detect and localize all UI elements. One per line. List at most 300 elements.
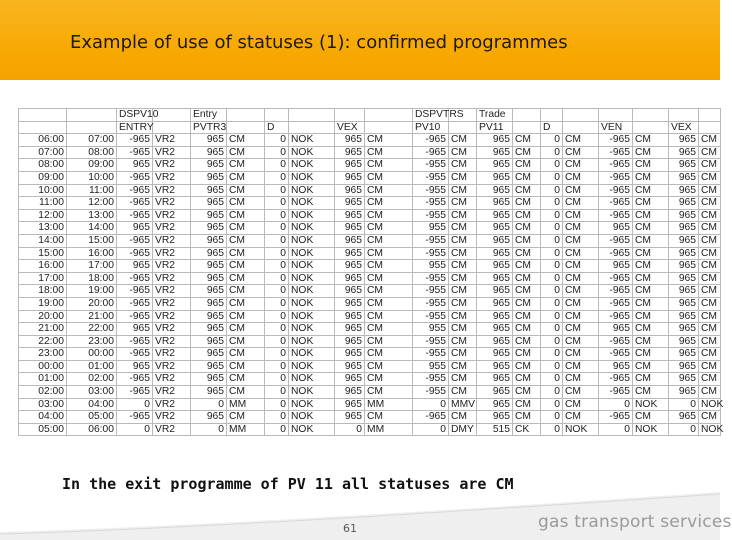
table-cell: CM — [563, 197, 599, 210]
table-cell: 0 — [413, 423, 449, 436]
table-cell: 965 — [191, 209, 227, 222]
table-cell: 965 — [477, 323, 513, 336]
table-cell: NOK — [289, 386, 335, 399]
table-cell: CM — [563, 285, 599, 298]
table-cell: 0 — [541, 285, 563, 298]
table-cell: -965 — [599, 348, 633, 361]
table-cell: CM — [633, 184, 669, 197]
table-cell: VR2 — [153, 335, 191, 348]
table-cell: 965 — [191, 171, 227, 184]
table-header-cell — [541, 109, 563, 122]
table-cell: 16:00 — [19, 260, 67, 273]
table-cell: 0 — [265, 272, 289, 285]
table-cell: -965 — [599, 146, 633, 159]
table-cell: -965 — [413, 146, 449, 159]
table-cell: -965 — [117, 209, 153, 222]
table-header-cell — [633, 121, 669, 134]
table-cell: 0 — [265, 260, 289, 273]
table-cell: 965 — [599, 323, 633, 336]
table-cell: -965 — [599, 234, 633, 247]
table-cell: -965 — [599, 184, 633, 197]
table-cell: CM — [633, 323, 669, 336]
table-cell: NOK — [289, 423, 335, 436]
table-cell: CM — [365, 209, 413, 222]
table-cell: CM — [365, 348, 413, 361]
table-cell: 965 — [191, 234, 227, 247]
table-cell: NOK — [289, 335, 335, 348]
table-cell: -955 — [413, 184, 449, 197]
table-cell: 11:00 — [67, 184, 117, 197]
table-cell: 0 — [265, 297, 289, 310]
table-header-cell: DSPVTRS — [413, 109, 449, 122]
table-cell: 0 — [541, 360, 563, 373]
table-cell: 965 — [117, 222, 153, 235]
table-cell: 0 — [541, 272, 563, 285]
table-cell: 965 — [335, 310, 365, 323]
table-cell: -955 — [413, 310, 449, 323]
table-cell: CM — [365, 272, 413, 285]
table-cell: CM — [633, 171, 669, 184]
table-header-cell: PV10 — [413, 121, 449, 134]
table-cell: 05:00 — [67, 411, 117, 424]
table-cell: 965 — [477, 171, 513, 184]
table-cell: CM — [513, 209, 541, 222]
table-cell: 0 — [265, 247, 289, 260]
table-header-cell — [563, 121, 599, 134]
table-cell: CM — [633, 209, 669, 222]
table-cell: 0 — [541, 247, 563, 260]
table-cell: 0 — [541, 222, 563, 235]
table-cell: 21:00 — [19, 323, 67, 336]
table-cell: 965 — [477, 134, 513, 147]
table-cell: 965 — [191, 197, 227, 210]
table-cell: CM — [563, 209, 599, 222]
table-cell: CM — [227, 209, 265, 222]
table-row — [19, 272, 721, 285]
table-cell: VR2 — [153, 209, 191, 222]
table-header-cell — [669, 109, 699, 122]
table-cell: 965 — [477, 184, 513, 197]
table-cell: -955 — [413, 285, 449, 298]
table-cell: CM — [699, 297, 721, 310]
table-cell: CM — [563, 159, 599, 172]
table-cell: 0 — [541, 323, 563, 336]
table-row — [19, 423, 721, 436]
table-cell: 0 — [541, 335, 563, 348]
table-cell: 965 — [191, 411, 227, 424]
table-cell: -965 — [599, 197, 633, 210]
table-cell: -965 — [117, 411, 153, 424]
table-cell: 965 — [191, 222, 227, 235]
table-cell: 965 — [335, 398, 365, 411]
table-cell: 07:00 — [19, 146, 67, 159]
table-cell: CM — [365, 360, 413, 373]
table-cell: CM — [563, 411, 599, 424]
table-cell: CM — [365, 386, 413, 399]
table-cell: 955 — [413, 260, 449, 273]
table-cell: 0 — [413, 398, 449, 411]
table-cell: 17:00 — [67, 260, 117, 273]
table-cell: VR2 — [153, 348, 191, 361]
table-cell: NOK — [633, 398, 669, 411]
table-cell: CM — [227, 272, 265, 285]
table-cell: 965 — [669, 310, 699, 323]
table-header-cell — [153, 121, 191, 134]
schedule-table — [18, 108, 724, 436]
table-cell: CM — [699, 272, 721, 285]
table-cell: CM — [513, 260, 541, 273]
table-cell: VR2 — [153, 360, 191, 373]
table-cell: 965 — [117, 159, 153, 172]
table-cell: CM — [513, 184, 541, 197]
table-row — [19, 373, 721, 386]
table-cell: VR2 — [153, 247, 191, 260]
table-cell: NOK — [699, 423, 721, 436]
table-cell: CK — [513, 423, 541, 436]
table-cell: -955 — [413, 171, 449, 184]
table-cell: CM — [563, 146, 599, 159]
table-cell: CM — [227, 222, 265, 235]
table-cell: 965 — [669, 134, 699, 147]
table-cell: CM — [365, 146, 413, 159]
table-cell: -955 — [413, 373, 449, 386]
table-cell: CM — [449, 222, 477, 235]
table-cell: 965 — [191, 247, 227, 260]
table-cell: CM — [449, 335, 477, 348]
table-cell: VR2 — [153, 260, 191, 273]
table-cell: CM — [699, 184, 721, 197]
table-cell: CM — [365, 310, 413, 323]
table-cell: CM — [365, 197, 413, 210]
table-cell: CM — [699, 335, 721, 348]
table-cell: 0 — [541, 386, 563, 399]
table-header-cell — [289, 109, 335, 122]
table-cell: 10:00 — [67, 171, 117, 184]
table-cell: CM — [563, 310, 599, 323]
table-cell: 01:00 — [67, 360, 117, 373]
table-cell: CM — [449, 209, 477, 222]
table-cell: 13:00 — [19, 222, 67, 235]
table-cell: NOK — [289, 310, 335, 323]
table-cell: -965 — [117, 310, 153, 323]
table-cell: 10:00 — [19, 184, 67, 197]
table-cell: 965 — [335, 348, 365, 361]
table-cell: CM — [513, 335, 541, 348]
table-cell: CM — [513, 398, 541, 411]
table-cell: CM — [365, 134, 413, 147]
table-cell: 965 — [669, 373, 699, 386]
table-cell: 0 — [265, 323, 289, 336]
table-cell: CM — [563, 360, 599, 373]
table-cell: CM — [513, 272, 541, 285]
table-cell: 965 — [191, 285, 227, 298]
table-cell: CM — [513, 146, 541, 159]
table-cell: NOK — [289, 209, 335, 222]
table-cell: 05:00 — [19, 423, 67, 436]
table-row — [19, 297, 721, 310]
table-header-cell — [599, 109, 633, 122]
table-header-row — [19, 109, 721, 122]
table-cell: 965 — [669, 335, 699, 348]
table-cell: 03:00 — [67, 386, 117, 399]
table-cell: -965 — [599, 411, 633, 424]
table-cell: 965 — [669, 386, 699, 399]
table-cell: CM — [449, 323, 477, 336]
table-cell: CM — [633, 222, 669, 235]
table-cell: 965 — [669, 323, 699, 336]
table-cell: CM — [699, 247, 721, 260]
table-cell: 965 — [191, 134, 227, 147]
table-cell: CM — [563, 247, 599, 260]
table-cell: 965 — [335, 386, 365, 399]
table-cell: 965 — [477, 386, 513, 399]
table-cell: CM — [365, 335, 413, 348]
table-cell: CM — [449, 234, 477, 247]
table-cell: NOK — [289, 411, 335, 424]
table-cell: 965 — [599, 222, 633, 235]
table-header-cell — [227, 121, 265, 134]
table-cell: 965 — [477, 260, 513, 273]
table-cell: 965 — [191, 348, 227, 361]
table-cell: VR2 — [153, 411, 191, 424]
table-cell: -965 — [599, 335, 633, 348]
table-cell: CM — [699, 234, 721, 247]
table-cell: CM — [563, 260, 599, 273]
table-header-cell — [699, 121, 721, 134]
table-cell: 11:00 — [19, 197, 67, 210]
table-cell: -965 — [117, 373, 153, 386]
table-cell: VR2 — [153, 197, 191, 210]
table-cell: 0 — [541, 171, 563, 184]
table-cell: CM — [563, 398, 599, 411]
schedule-table-container — [18, 108, 724, 435]
table-cell: NOK — [289, 323, 335, 336]
table-cell: 08:00 — [67, 146, 117, 159]
table-cell: CM — [633, 373, 669, 386]
table-cell: 0 — [265, 134, 289, 147]
table-row — [19, 209, 721, 222]
table-header-cell: VEX — [669, 121, 699, 134]
table-cell: CM — [449, 285, 477, 298]
table-row — [19, 411, 721, 424]
table-cell: -965 — [117, 272, 153, 285]
table-row — [19, 197, 721, 210]
table-cell: 965 — [477, 398, 513, 411]
table-header-cell — [335, 109, 365, 122]
table-cell: -965 — [599, 310, 633, 323]
table-cell: 07:00 — [67, 134, 117, 147]
table-cell: 965 — [335, 134, 365, 147]
table-header-cell: PV11 — [477, 121, 513, 134]
table-cell: 23:00 — [67, 335, 117, 348]
table-cell: CM — [227, 348, 265, 361]
table-header-cell: ENTRY — [117, 121, 153, 134]
table-cell: 0 — [265, 184, 289, 197]
table-row — [19, 234, 721, 247]
table-cell: 0 — [117, 398, 153, 411]
table-row — [19, 184, 721, 197]
table-cell: 0 — [265, 386, 289, 399]
table-cell: CM — [365, 184, 413, 197]
table-cell: CM — [365, 222, 413, 235]
table-cell: 0 — [265, 398, 289, 411]
table-cell: CM — [563, 222, 599, 235]
table-cell: 22:00 — [67, 323, 117, 336]
table-header-cell — [19, 109, 67, 122]
table-cell: VR2 — [153, 146, 191, 159]
table-cell: 965 — [335, 285, 365, 298]
table-cell: 965 — [191, 159, 227, 172]
table-cell: CM — [513, 222, 541, 235]
table-cell: CM — [227, 386, 265, 399]
table-cell: -965 — [117, 247, 153, 260]
table-cell: 965 — [335, 209, 365, 222]
table-cell: 0 — [265, 360, 289, 373]
table-cell: -955 — [413, 272, 449, 285]
table-header-cell — [67, 121, 117, 134]
table-cell: -955 — [413, 335, 449, 348]
table-cell: -955 — [413, 234, 449, 247]
table-cell: CM — [699, 285, 721, 298]
table-cell: 965 — [477, 209, 513, 222]
table-cell: 965 — [191, 360, 227, 373]
table-cell: CM — [449, 386, 477, 399]
table-cell: CM — [449, 373, 477, 386]
table-header-cell — [633, 109, 669, 122]
table-cell: 0 — [265, 171, 289, 184]
table-cell: 0 — [265, 373, 289, 386]
table-cell: CM — [227, 171, 265, 184]
table-cell: -965 — [599, 171, 633, 184]
table-cell: 21:00 — [67, 310, 117, 323]
table-cell: 09:00 — [19, 171, 67, 184]
table-cell: CM — [449, 310, 477, 323]
table-cell: 02:00 — [67, 373, 117, 386]
table-cell: 965 — [335, 159, 365, 172]
table-header-cell — [365, 109, 413, 122]
table-cell: 0 — [335, 423, 365, 436]
table-cell: 0 — [191, 423, 227, 436]
table-row — [19, 348, 721, 361]
table-cell: CM — [633, 310, 669, 323]
table-cell: 0 — [541, 146, 563, 159]
table-cell: CM — [633, 159, 669, 172]
table-cell: -965 — [117, 134, 153, 147]
table-cell: 0 — [265, 209, 289, 222]
table-cell: CM — [563, 373, 599, 386]
table-cell: 965 — [669, 171, 699, 184]
table-cell: 965 — [191, 260, 227, 273]
table-cell: VR2 — [153, 272, 191, 285]
table-cell: 0 — [265, 348, 289, 361]
table-cell: CM — [449, 247, 477, 260]
table-cell: NOK — [289, 234, 335, 247]
table-cell: CM — [699, 373, 721, 386]
table-cell: MM — [365, 423, 413, 436]
table-header-cell — [365, 121, 413, 134]
table-cell: 965 — [335, 234, 365, 247]
table-cell: 965 — [117, 323, 153, 336]
table-cell: CM — [699, 310, 721, 323]
table-cell: MM — [365, 398, 413, 411]
table-cell: CM — [633, 234, 669, 247]
table-cell: VR2 — [153, 373, 191, 386]
table-cell: VR2 — [153, 398, 191, 411]
table-cell: 965 — [335, 335, 365, 348]
table-cell: CM — [699, 159, 721, 172]
table-cell: 18:00 — [19, 285, 67, 298]
table-cell: CM — [633, 260, 669, 273]
table-cell: 0 — [191, 398, 227, 411]
table-cell: 965 — [477, 222, 513, 235]
table-cell: CM — [513, 285, 541, 298]
table-row — [19, 146, 721, 159]
table-cell: VR2 — [153, 184, 191, 197]
table-header-cell — [513, 121, 541, 134]
table-cell: 12:00 — [19, 209, 67, 222]
table-cell: CM — [227, 247, 265, 260]
table-cell: 965 — [335, 373, 365, 386]
table-cell: 965 — [335, 197, 365, 210]
table-cell: 0 — [541, 423, 563, 436]
table-cell: CM — [365, 260, 413, 273]
table-cell: 02:00 — [19, 386, 67, 399]
table-cell: CM — [449, 260, 477, 273]
table-cell: 965 — [477, 411, 513, 424]
table-cell: 965 — [477, 335, 513, 348]
table-cell: CM — [227, 159, 265, 172]
table-cell: 0 — [265, 197, 289, 210]
table-cell: -965 — [117, 348, 153, 361]
table-cell: NOK — [289, 348, 335, 361]
table-header-row — [19, 121, 721, 134]
table-cell: NOK — [289, 285, 335, 298]
table-cell: MMV — [449, 398, 477, 411]
table-cell: -965 — [117, 386, 153, 399]
table-header-cell: Trade — [477, 109, 513, 122]
table-cell: NOK — [289, 373, 335, 386]
table-cell: 965 — [335, 260, 365, 273]
table-cell: NOK — [633, 423, 669, 436]
table-cell: -965 — [413, 411, 449, 424]
table-row — [19, 159, 721, 172]
table-cell: CM — [699, 348, 721, 361]
table-cell: CM — [365, 285, 413, 298]
table-cell: CM — [513, 323, 541, 336]
table-cell: 09:00 — [67, 159, 117, 172]
table-header-cell — [289, 121, 335, 134]
table-cell: -965 — [117, 197, 153, 210]
table-cell: CM — [513, 373, 541, 386]
table-cell: -965 — [599, 285, 633, 298]
table-cell: -965 — [413, 134, 449, 147]
table-cell: 22:00 — [19, 335, 67, 348]
table-cell: CM — [227, 297, 265, 310]
table-cell: CM — [563, 184, 599, 197]
table-cell: 965 — [669, 234, 699, 247]
table-cell: VR2 — [153, 323, 191, 336]
table-cell: 0 — [265, 310, 289, 323]
table-cell: CM — [633, 134, 669, 147]
table-cell: 965 — [191, 386, 227, 399]
table-cell: -965 — [599, 373, 633, 386]
table-cell: 965 — [477, 146, 513, 159]
table-cell: 965 — [191, 310, 227, 323]
table-cell: CM — [633, 297, 669, 310]
table-cell: CM — [227, 411, 265, 424]
table-cell: CM — [633, 272, 669, 285]
table-cell: -965 — [117, 146, 153, 159]
